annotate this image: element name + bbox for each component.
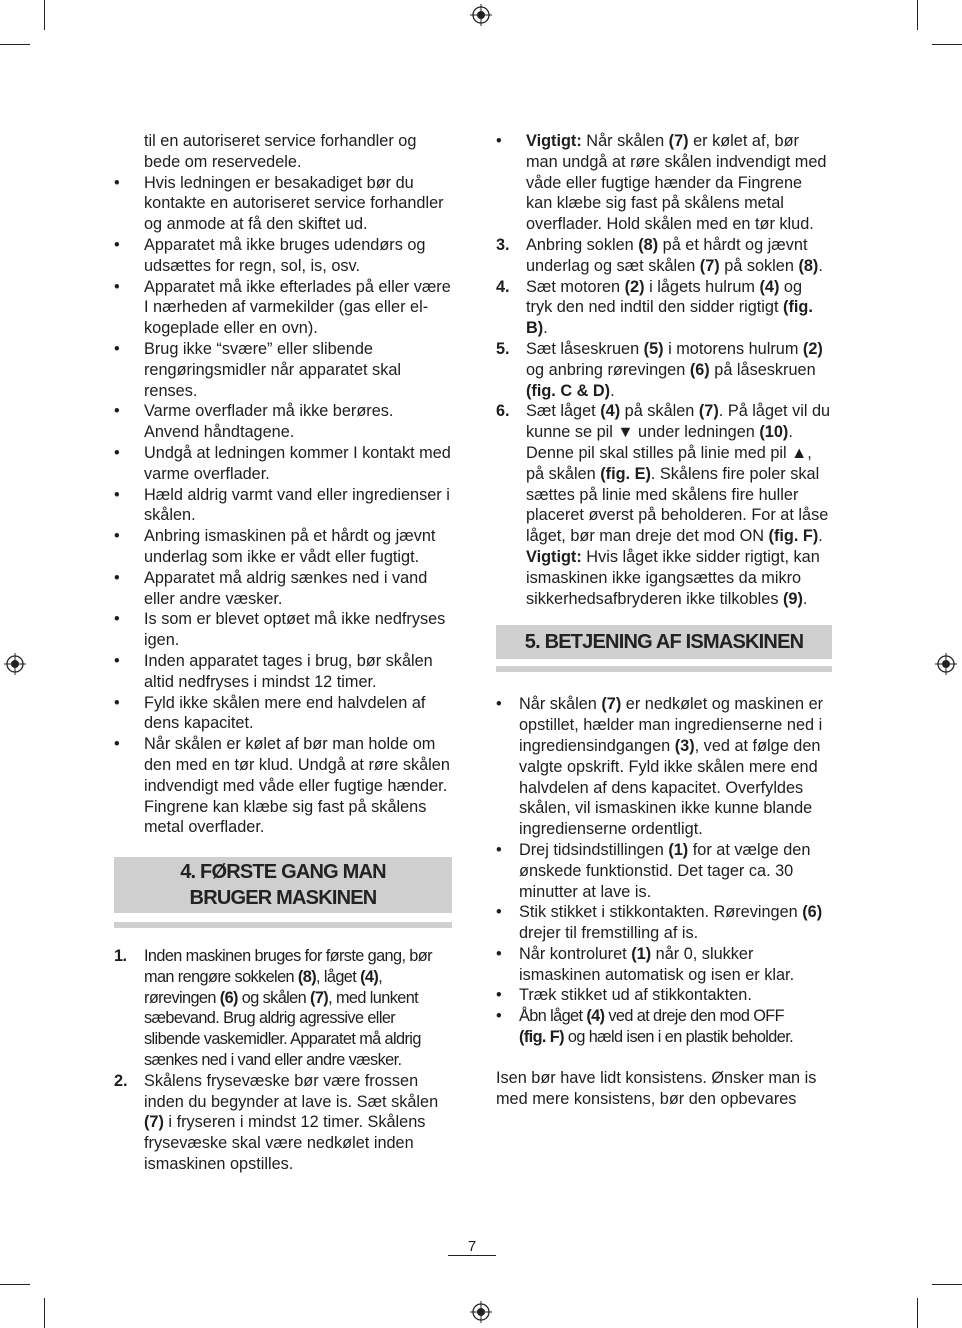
operation-bullet: • Når skålen (7) er nedkølet og maskinen er opstillet, hælder man ingredienserne ned i ingrediensindgangen (3), ved at følge den valgte opskrift. Fyld ikke skålen mere end halvdelen af dens kapacitet. Overfyldes skålen, vil ismaskinen ikke kunne blande ingredienserne ordentligt.	[496, 695, 824, 839]
safety-bullet-item	[114, 443, 452, 485]
safety-bullet-item	[114, 485, 452, 527]
operation-bullet: • Drej tidsindstillingen (1) for at vælge den ønskede funktionstid. Det tager ca. 30 minutter at lave is.	[496, 840, 811, 901]
bullet-mark: •	[114, 568, 120, 587]
safety-bullet-list	[114, 173, 452, 839]
crop-mark	[44, 1298, 45, 1328]
step-number: 1.	[114, 947, 127, 966]
crop-mark	[0, 44, 30, 45]
continuation-text: til en autoriseret service forhandler og bede om reservedele.	[144, 132, 417, 171]
bullet-text: Når skålen er kølet af bør man holde om den med en tør klud. Undgå at røre skålen indvendigt med våde eller fugtige hænder. Fingrene kan klæbe sig fast på skålens metal overflader.	[144, 735, 450, 837]
safety-bullet-item	[114, 609, 452, 651]
registration-mark-icon	[470, 1301, 492, 1323]
bullet-mark: •	[114, 277, 120, 296]
important-bullet: • Vigtigt: Når skålen (7) er kølet af, bør man undgå at røre skålen indvendigt med våde eller fugtige hænder da Fingrene kan klæbe sig fast på skålens metal overflader. Hold skålen med en tør klud.	[496, 132, 827, 234]
safety-bullet-item	[114, 651, 452, 693]
bullet-text: Brug ikke “svære” eller slibende rengøringsmidler når apparatet skal renses.	[144, 339, 402, 400]
section-5-heading	[496, 625, 832, 659]
safety-bullet-item	[114, 401, 452, 443]
crop-mark	[917, 0, 918, 30]
bullet-mark: •	[114, 651, 120, 670]
page-number-underline	[448, 1255, 496, 1256]
step-5: 5. Sæt låseskruen (5) i motorens hulrum (2) og anbring rørevingen (6) på låseskruen (fig. C & D).	[496, 339, 823, 400]
safety-bullet-item	[114, 277, 452, 339]
crop-mark	[0, 1284, 30, 1285]
section-5-heading-text: 5. BETJENING AF ISMASKINEN	[524, 631, 804, 654]
step-1: 1. Inden maskinen bruges for første gang, bør man rengøre sokkelen (8), låget (4), rørevingen (6) og skålen (7), med lunkent sæbevand. Brug aldrig agressive eller slibende vaskemidler. Apparatet må aldrig sænkes ned i vand eller andre væsker.	[114, 947, 432, 1070]
step-4: 4. Sæt motoren (2) i lågets hulrum (4) og tryk den ned indtil den sidder rigtigt (fig. B).	[496, 277, 813, 338]
safety-bullet-item	[114, 526, 452, 568]
step-2: 2. Skålens frysevæske bør være frossen inden du begynder at lave is. Sæt skålen (7) i fryseren i mindst 12 timer. Skålens frysevæske skal være nedkølet inden ismaskinen opstilles.	[114, 1071, 439, 1174]
important-note-label: Vigtigt:	[526, 547, 582, 566]
left-column	[114, 131, 452, 1175]
safety-bullet-item	[114, 568, 452, 610]
closing-paragraph: Isen bør have lidt konsistens. Ønsker man is med mere konsistens, bør den opbevares	[496, 1068, 817, 1108]
crop-mark	[44, 0, 45, 30]
step-number: 4.	[496, 277, 510, 296]
bullet-mark: •	[114, 527, 120, 546]
bullet-text: Is som er blevet optøet må ikke nedfryses igen.	[144, 610, 446, 650]
operation-bullet: • Stik stikket i stikkontakten. Rørevingen (6) drejer til fremstilling af is.	[496, 903, 823, 943]
crop-mark	[932, 1284, 962, 1285]
crop-mark	[917, 1298, 918, 1328]
bullet-mark: •	[114, 610, 120, 629]
registration-mark-icon	[4, 653, 26, 675]
operation-bullet: • Åbn låget (4) ved at dreje den mod OFF (fig. F) og hæld isen i en plastik beholder.	[496, 1007, 794, 1047]
bullet-text: Apparatet må aldrig sænkes ned i vand eller andre væsker.	[144, 568, 428, 608]
bullet-text: Anbring ismaskinen på et hårdt og jævnt underlag som ikke er vådt eller fugtigt.	[144, 527, 436, 566]
registration-mark-icon	[935, 653, 957, 675]
bullet-text: Hvis ledningen er besakadiget bør du kontakte en autoriseret service forhandler og anmode at få den skiftet ud.	[144, 173, 444, 234]
section-4-heading	[114, 857, 452, 913]
page-number: 7	[467, 1238, 477, 1255]
operation-bullet: • Træk stikket ud af stikkontakten.	[496, 986, 752, 1005]
step-3: 3. Anbring soklen (8) på et hårdt og jævnt underlag og sæt skålen (7) på soklen (8).	[496, 235, 823, 275]
step-6: 6. Sæt låget (4) på skålen (7). På låget vil du kunne se pil ▼ under ledningen (10). Denne pil skal stilles på linie med pil ▲, på skålen (fig. E). Skålens fire poler skal sættes på linie med skålens fire huller placeret øverst på beholderen. For at låse låget, bør man dreje det mod ON (fig. F). Vigtigt: Hvis låget ikke sidder rigtigt, kan ismaskinen ikke igangsættes da mikro sikkerhedsafbryderen ikke tilkobles (9).	[496, 402, 831, 608]
bullet-text: Inden apparatet tages i brug, bør skålen altid nedfryses i mindst 12 timer.	[144, 651, 433, 691]
bullet-text: Fyld ikke skålen mere end halvdelen af dens kapacitet.	[144, 693, 426, 733]
bullet-mark: •	[114, 173, 120, 192]
right-column	[496, 131, 832, 1109]
safety-bullet-item	[114, 734, 452, 838]
bullet-mark: •	[114, 402, 120, 421]
step-number: 2.	[114, 1071, 128, 1090]
bullet-text: Hæld aldrig varmt vand eller ingredienser i skålen.	[144, 485, 450, 525]
bullet-text: Varme overflader må ikke berøres. Anvend håndtagene.	[144, 402, 394, 442]
step-number: 5.	[496, 339, 510, 358]
safety-bullet-item	[114, 173, 452, 235]
bullet-mark: •	[114, 235, 120, 254]
bullet-mark: •	[114, 693, 120, 712]
bullet-mark: •	[496, 132, 502, 150]
bullet-text: Apparatet må ikke bruges udendørs og udsættes for regn, sol, is, osv.	[144, 235, 426, 275]
safety-bullet-item	[114, 235, 452, 277]
bullet-text: Apparatet må ikke efterlades på eller være I nærheden af varmekilder (gas eller el-kogeplade eller en ovn).	[144, 277, 451, 338]
bullet-text: Undgå at ledningen kommer I kontakt med varme overflader.	[144, 443, 451, 483]
step-number: 6.	[496, 402, 510, 421]
section-4-heading-text: 4. FØRSTE GANG MAN BRUGER MASKINEN	[180, 861, 386, 910]
bullet-mark: •	[114, 735, 120, 754]
crop-mark	[932, 44, 962, 45]
operation-bullet: • Når kontroluret (1) når 0, slukker ismaskinen automatisk og isen er klar.	[496, 944, 795, 984]
safety-bullet-item	[114, 339, 452, 401]
safety-bullet-item	[114, 693, 452, 735]
registration-mark-icon	[470, 4, 492, 26]
step-number: 3.	[496, 235, 510, 254]
bullet-mark: •	[114, 485, 120, 504]
bullet-mark: •	[114, 443, 120, 462]
bullet-mark: •	[114, 339, 120, 358]
